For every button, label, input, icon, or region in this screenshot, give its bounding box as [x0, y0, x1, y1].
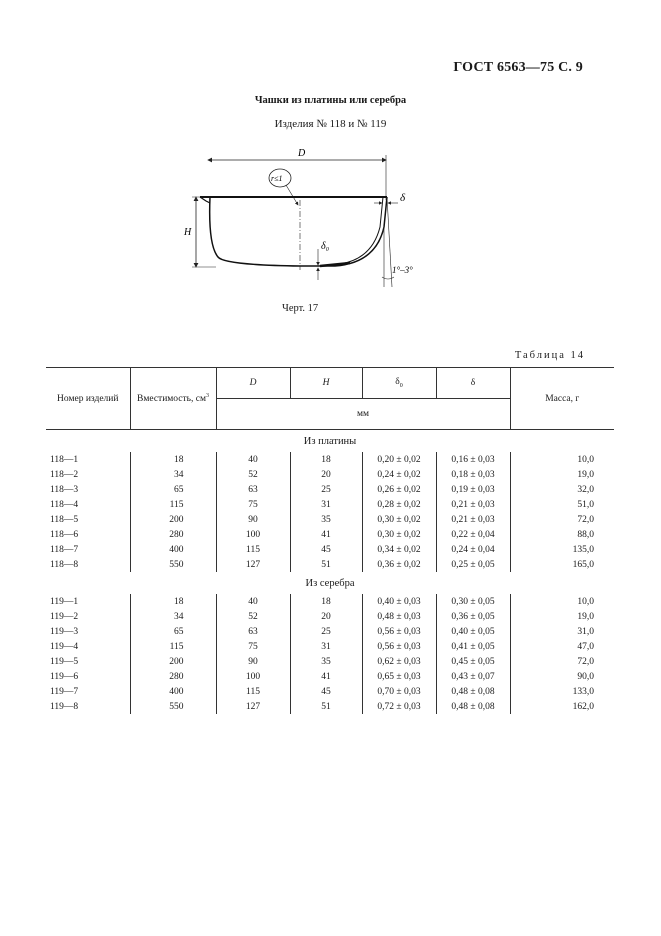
cell-D: 90 — [216, 654, 290, 669]
cell-mass: 133,0 — [510, 684, 614, 699]
cell-capacity: 65 — [130, 482, 216, 497]
section-row — [46, 572, 614, 594]
document-subtitle: Изделия № 118 и № 119 — [274, 118, 387, 130]
cell-delta0: 0,70 ± 0,03 — [362, 684, 436, 699]
cell-number: 118—8 — [50, 559, 79, 570]
cell-number: 119—4 — [50, 641, 79, 652]
cell-H: 41 — [290, 669, 362, 684]
table-row — [46, 624, 614, 639]
cell-capacity: 34 — [130, 609, 216, 624]
cell-mass: 47,0 — [510, 639, 614, 654]
header-number: Номер изделий — [46, 368, 130, 430]
cell-D: 100 — [216, 669, 290, 684]
table-row — [46, 594, 614, 609]
cell-mass: 32,0 — [510, 482, 614, 497]
cell-delta: 0,25 ± 0,05 — [436, 557, 510, 572]
cell-capacity: 18 — [130, 594, 216, 609]
cell-H: 31 — [290, 639, 362, 654]
cell-delta: 0,21 ± 0,03 — [436, 512, 510, 527]
cell-mass: 19,0 — [510, 609, 614, 624]
cell-number: 119—2 — [50, 611, 79, 622]
cell-mass: 90,0 — [510, 669, 614, 684]
cell-delta: 0,18 ± 0,03 — [436, 467, 510, 482]
cell-H: 35 — [290, 654, 362, 669]
cell-H: 51 — [290, 557, 362, 572]
cell-capacity: 400 — [130, 542, 216, 557]
cell-D: 100 — [216, 527, 290, 542]
cell-H: 20 — [290, 609, 362, 624]
cell-D: 127 — [216, 557, 290, 572]
cell-delta: 0,30 ± 0,05 — [436, 594, 510, 609]
table-label: Таблица 14 — [514, 350, 585, 361]
cell-delta0: 0,72 ± 0,03 — [362, 699, 436, 714]
cell-H: 31 — [290, 497, 362, 512]
cell-capacity: 115 — [130, 639, 216, 654]
cell-D: 63 — [216, 482, 290, 497]
cell-number: 119—1 — [50, 596, 79, 607]
cell-number: 119—8 — [50, 701, 79, 712]
cell-number: 118—2 — [50, 469, 79, 480]
figure-caption: Черт. 17 — [282, 303, 319, 314]
cell-mass: 162,0 — [510, 699, 614, 714]
cell-H: 18 — [290, 594, 362, 609]
cell-capacity: 200 — [130, 654, 216, 669]
cell-delta: 0,21 ± 0,03 — [436, 497, 510, 512]
cell-number: 118—5 — [50, 514, 79, 525]
cell-mass: 72,0 — [510, 654, 614, 669]
cell-H: 51 — [290, 699, 362, 714]
cell-delta0: 0,30 ± 0,02 — [362, 512, 436, 527]
cell-number: 118—4 — [50, 499, 79, 510]
dish-drawing — [180, 145, 430, 295]
table-row — [46, 654, 614, 669]
cell-delta: 0,19 ± 0,03 — [436, 482, 510, 497]
cell-capacity: 550 — [130, 699, 216, 714]
radius-label: r≤1 — [271, 174, 283, 183]
cell-D: 90 — [216, 512, 290, 527]
section-title: Из платины — [303, 435, 357, 447]
dim-D-label: D — [298, 148, 306, 159]
cell-H: 35 — [290, 512, 362, 527]
cell-D: 40 — [216, 594, 290, 609]
cell-D: 52 — [216, 467, 290, 482]
table-row — [46, 557, 614, 572]
cell-delta0: 0,40 ± 0,03 — [362, 594, 436, 609]
cell-delta: 0,48 ± 0,08 — [436, 699, 510, 714]
cell-number: 119—7 — [50, 686, 79, 697]
table-row — [46, 639, 614, 654]
table-row — [46, 497, 614, 512]
cell-number: 118—1 — [50, 454, 79, 465]
cell-mass: 88,0 — [510, 527, 614, 542]
cell-delta0: 0,24 ± 0,02 — [362, 467, 436, 482]
cell-delta0: 0,20 ± 0,02 — [362, 452, 436, 467]
cell-number: 119—5 — [50, 656, 79, 667]
table-row — [46, 482, 614, 497]
table-row — [46, 452, 614, 467]
header-units: мм — [216, 399, 510, 430]
page-header: ГОСТ 6563—75 С. 9 — [453, 60, 583, 75]
table-row — [46, 699, 614, 714]
cell-H: 45 — [290, 684, 362, 699]
table-row — [46, 542, 614, 557]
cell-delta: 0,43 ± 0,07 — [436, 669, 510, 684]
cell-D: 127 — [216, 699, 290, 714]
dim-delta-label: δ — [400, 192, 406, 204]
cell-delta0: 0,26 ± 0,02 — [362, 482, 436, 497]
section-title: Из серебра — [305, 577, 355, 589]
cell-capacity: 550 — [130, 557, 216, 572]
dim-H-label: H — [184, 227, 192, 238]
cell-D: 40 — [216, 452, 290, 467]
cell-mass: 72,0 — [510, 512, 614, 527]
cell-delta0: 0,34 ± 0,02 — [362, 542, 436, 557]
cell-H: 41 — [290, 527, 362, 542]
header-delta: δ — [436, 368, 510, 399]
header-D: D — [216, 368, 290, 399]
cell-capacity: 34 — [130, 467, 216, 482]
cell-delta: 0,41 ± 0,05 — [436, 639, 510, 654]
cell-delta0: 0,30 ± 0,02 — [362, 527, 436, 542]
table-row — [46, 684, 614, 699]
dimensions-table — [46, 367, 614, 714]
cell-number: 118—6 — [50, 529, 79, 540]
cell-H: 18 — [290, 452, 362, 467]
cell-delta: 0,48 ± 0,08 — [436, 684, 510, 699]
dim-delta0-label: δ₀ — [321, 241, 330, 252]
cell-capacity: 200 — [130, 512, 216, 527]
header-H: H — [290, 368, 362, 399]
cell-D: 115 — [216, 542, 290, 557]
cell-mass: 10,0 — [510, 452, 614, 467]
cell-mass: 51,0 — [510, 497, 614, 512]
table-row — [46, 527, 614, 542]
cell-H: 45 — [290, 542, 362, 557]
cell-H: 20 — [290, 467, 362, 482]
cell-number: 118—3 — [50, 484, 79, 495]
cell-mass: 19,0 — [510, 467, 614, 482]
cell-D: 52 — [216, 609, 290, 624]
cell-delta0: 0,56 ± 0,03 — [362, 639, 436, 654]
cell-delta: 0,16 ± 0,03 — [436, 452, 510, 467]
cell-delta: 0,22 ± 0,04 — [436, 527, 510, 542]
cell-mass: 31,0 — [510, 624, 614, 639]
angle-label: 1°–3° — [392, 265, 413, 275]
cell-delta: 0,24 ± 0,04 — [436, 542, 510, 557]
table-row — [46, 669, 614, 684]
cell-number: 119—6 — [50, 671, 79, 682]
cell-delta0: 0,65 ± 0,03 — [362, 669, 436, 684]
cell-number: 119—3 — [50, 626, 79, 637]
cell-D: 115 — [216, 684, 290, 699]
cell-mass: 165,0 — [510, 557, 614, 572]
cell-mass: 135,0 — [510, 542, 614, 557]
cell-delta: 0,36 ± 0,05 — [436, 609, 510, 624]
cell-capacity: 18 — [130, 452, 216, 467]
cell-H: 25 — [290, 482, 362, 497]
document-title: Чашки из платины или серебра — [254, 95, 407, 106]
cell-D: 63 — [216, 624, 290, 639]
cell-delta: 0,45 ± 0,05 — [436, 654, 510, 669]
table-row — [46, 467, 614, 482]
cell-mass: 10,0 — [510, 594, 614, 609]
cell-delta0: 0,56 ± 0,03 — [362, 624, 436, 639]
cell-delta0: 0,36 ± 0,02 — [362, 557, 436, 572]
cell-capacity: 65 — [130, 624, 216, 639]
cell-delta: 0,40 ± 0,05 — [436, 624, 510, 639]
table-row — [46, 609, 614, 624]
header-delta0: $\delta_0$ — [362, 368, 436, 399]
cell-capacity: 400 — [130, 684, 216, 699]
cell-capacity: 115 — [130, 497, 216, 512]
table-row — [46, 512, 614, 527]
cell-number: 118—7 — [50, 544, 79, 555]
cell-delta0: 0,28 ± 0,02 — [362, 497, 436, 512]
header-capacity: Вместимость, $см^3$ — [130, 368, 216, 430]
cell-D: 75 — [216, 497, 290, 512]
header-mass: Масса, г — [510, 368, 614, 430]
cell-capacity: 280 — [130, 669, 216, 684]
cell-capacity: 280 — [130, 527, 216, 542]
cell-H: 25 — [290, 624, 362, 639]
cell-D: 75 — [216, 639, 290, 654]
section-row — [46, 430, 614, 453]
cell-delta0: 0,62 ± 0,03 — [362, 654, 436, 669]
cell-delta0: 0,48 ± 0,03 — [362, 609, 436, 624]
